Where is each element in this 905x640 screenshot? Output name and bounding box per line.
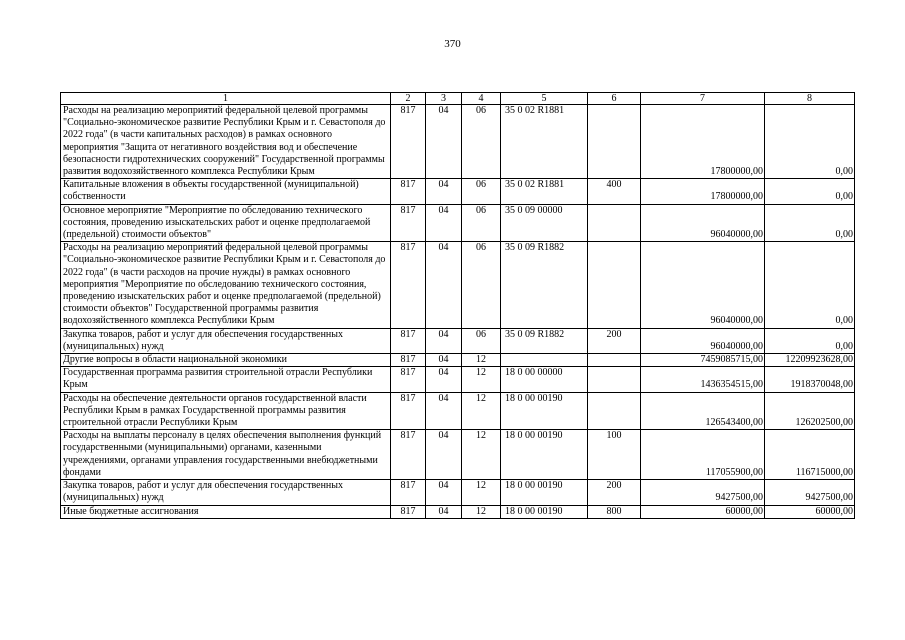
target-article-code [501, 354, 588, 367]
expense-type-code [588, 204, 641, 242]
expense-type-code [588, 242, 641, 328]
amount-year-1: 96040000,00 [641, 204, 765, 242]
expense-type-code [588, 392, 641, 430]
target-article-code: 18 0 00 00190 [501, 392, 588, 430]
amount-year-2: 126202500,00 [765, 392, 855, 430]
target-article-code: 35 0 02 R1881 [501, 105, 588, 179]
table-row [61, 430, 855, 480]
target-article-code: 18 0 00 00190 [501, 505, 588, 518]
amount-year-2: 12209923628,00 [765, 354, 855, 367]
subsection-code: 06 [462, 328, 501, 353]
section-code: 04 [426, 242, 462, 328]
admin-code: 817 [391, 354, 426, 367]
table-row [61, 392, 855, 430]
target-article-code: 35 0 02 R1881 [501, 179, 588, 204]
amount-year-2: 60000,00 [765, 505, 855, 518]
admin-code: 817 [391, 505, 426, 518]
expense-type-code: 400 [588, 179, 641, 204]
amount-year-2: 0,00 [765, 242, 855, 328]
target-article-code: 18 0 00 00000 [501, 367, 588, 392]
column-header: 4 [462, 93, 501, 105]
row-description: Другие вопросы в области национальной экономики [61, 354, 391, 367]
subsection-code: 06 [462, 204, 501, 242]
subsection-code: 06 [462, 242, 501, 328]
target-article-code: 18 0 00 00190 [501, 480, 588, 505]
target-article-code: 35 0 09 R1882 [501, 328, 588, 353]
column-header: 3 [426, 93, 462, 105]
column-header: 6 [588, 93, 641, 105]
column-header: 2 [391, 93, 426, 105]
row-description: Расходы на обеспечение деятельности органов государственной власти Республики Крым в рамках Государственной программы развития строительной отрасли Республики Крым [61, 392, 391, 430]
section-code: 04 [426, 105, 462, 179]
budget-table [60, 92, 855, 519]
page-number: 370 [444, 38, 461, 50]
column-header: 8 [765, 93, 855, 105]
expense-type-code: 200 [588, 328, 641, 353]
table-row [61, 505, 855, 518]
column-header: 1 [61, 93, 391, 105]
section-code: 04 [426, 505, 462, 518]
target-article-code: 18 0 00 00190 [501, 430, 588, 480]
column-header: 7 [641, 93, 765, 105]
table-row [61, 354, 855, 367]
amount-year-1: 17800000,00 [641, 179, 765, 204]
subsection-code: 12 [462, 354, 501, 367]
expense-type-code [588, 105, 641, 179]
target-article-code: 35 0 09 R1882 [501, 242, 588, 328]
amount-year-2: 116715000,00 [765, 430, 855, 480]
amount-year-1: 17800000,00 [641, 105, 765, 179]
header-row [61, 93, 855, 105]
table-row [61, 480, 855, 505]
table-row [61, 242, 855, 328]
admin-code: 817 [391, 204, 426, 242]
subsection-code: 12 [462, 505, 501, 518]
section-code: 04 [426, 430, 462, 480]
admin-code: 817 [391, 328, 426, 353]
amount-year-1: 96040000,00 [641, 328, 765, 353]
section-code: 04 [426, 179, 462, 204]
target-article-code: 35 0 09 00000 [501, 204, 588, 242]
amount-year-2: 0,00 [765, 204, 855, 242]
expense-type-code: 200 [588, 480, 641, 505]
section-code: 04 [426, 367, 462, 392]
expense-type-code: 100 [588, 430, 641, 480]
section-code: 04 [426, 204, 462, 242]
subsection-code: 06 [462, 179, 501, 204]
expense-type-code [588, 367, 641, 392]
row-description: Основное мероприятие "Мероприятие по обследованию технического состояния, проведению изыскательских работ и оценке предполагаемой (предельной) стоимости объектов" [61, 204, 391, 242]
amount-year-1: 9427500,00 [641, 480, 765, 505]
row-description: Капитальные вложения в объекты государственной (муниципальной) собственности [61, 179, 391, 204]
amount-year-1: 126543400,00 [641, 392, 765, 430]
section-code: 04 [426, 354, 462, 367]
admin-code: 817 [391, 430, 426, 480]
subsection-code: 12 [462, 392, 501, 430]
table-row [61, 204, 855, 242]
amount-year-2: 0,00 [765, 328, 855, 353]
admin-code: 817 [391, 367, 426, 392]
amount-year-1: 7459085715,00 [641, 354, 765, 367]
row-description: Закупка товаров, работ и услуг для обеспечения государственных (муниципальных) нужд [61, 480, 391, 505]
subsection-code: 12 [462, 367, 501, 392]
expense-type-code: 800 [588, 505, 641, 518]
amount-year-2: 0,00 [765, 179, 855, 204]
amount-year-2: 0,00 [765, 105, 855, 179]
amount-year-1: 1436354515,00 [641, 367, 765, 392]
amount-year-1: 117055900,00 [641, 430, 765, 480]
amount-year-2: 1918370048,00 [765, 367, 855, 392]
admin-code: 817 [391, 480, 426, 505]
section-code: 04 [426, 392, 462, 430]
row-description: Государственная программа развития строительной отрасли Республики Крым [61, 367, 391, 392]
table-row [61, 179, 855, 204]
amount-year-1: 96040000,00 [641, 242, 765, 328]
row-description: Иные бюджетные ассигнования [61, 505, 391, 518]
row-description: Расходы на выплаты персоналу в целях обеспечения выполнения функций государственными (муниципальными) органами, казенными учреждениями, органами управления государственными внебюджетными фондами [61, 430, 391, 480]
admin-code: 817 [391, 242, 426, 328]
row-description: Расходы на реализацию мероприятий федеральной целевой программы "Социально-экономическое развитие Республики Крым и г. Севастополя до 2022 года" (в части капитальных расходов) в рамках основного мероприятия "Защита от негативного воздействия вод и обеспечение безопасности гидротехнических сооружений" Государственной программы развития водохозяйственного комплекса Республики Крым [61, 105, 391, 179]
column-header: 5 [501, 93, 588, 105]
table-row [61, 105, 855, 179]
row-description: Расходы на реализацию мероприятий федеральной целевой программы "Социально-экономическое развитие Республики Крым и г. Севастополя до 2022 года" (в части расходов на прочие нужды) в рамках основного мероприятия "Мероприятие по обследованию технического состояния, проведению изыскательских работ и оценке предполагаемой (предельной) стоимости объектов" Государственной программы развития водохозяйственного комплекса Республики Крым [61, 242, 391, 328]
section-code: 04 [426, 480, 462, 505]
admin-code: 817 [391, 392, 426, 430]
admin-code: 817 [391, 105, 426, 179]
table-row [61, 367, 855, 392]
row-description: Закупка товаров, работ и услуг для обеспечения государственных (муниципальных) нужд [61, 328, 391, 353]
table-row [61, 328, 855, 353]
amount-year-1: 60000,00 [641, 505, 765, 518]
section-code: 04 [426, 328, 462, 353]
subsection-code: 06 [462, 105, 501, 179]
amount-year-2: 9427500,00 [765, 480, 855, 505]
subsection-code: 12 [462, 480, 501, 505]
admin-code: 817 [391, 179, 426, 204]
expense-type-code [588, 354, 641, 367]
table-body [61, 93, 855, 519]
subsection-code: 12 [462, 430, 501, 480]
